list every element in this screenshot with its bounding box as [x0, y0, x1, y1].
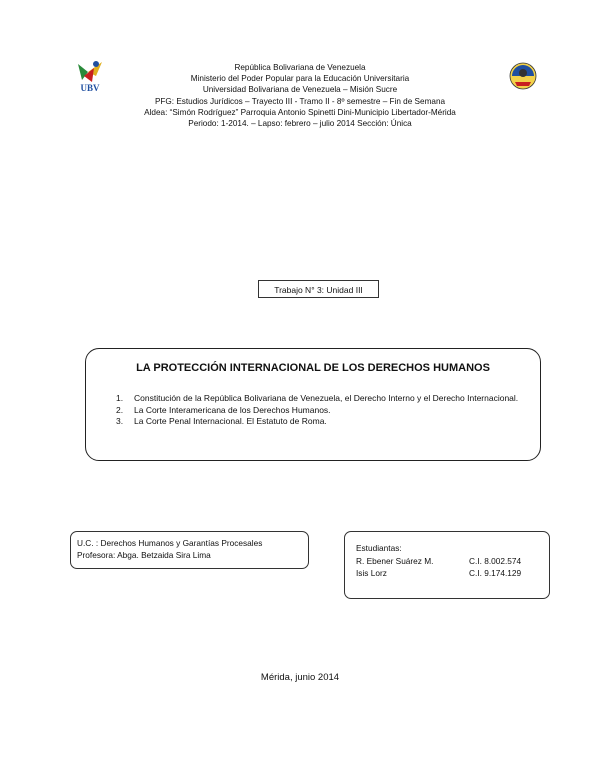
students-label: Estudiantas:	[356, 543, 402, 553]
list-item-text: La Corte Penal Internacional. El Estatuto de Roma.	[134, 416, 327, 426]
list-item-number: 3.	[116, 416, 124, 426]
header-line-period: Periodo: 1-2014. – Lapso: febrero – julio 2014 Sección: Única	[188, 119, 412, 129]
list-item-text: La Corte Interamericana de los Derechos Humanos.	[134, 404, 331, 415]
list-item-text: Constitución de la República Bolivariana de Venezuela, el Derecho Interno y el Derecho Internacional.	[134, 393, 519, 403]
list-item-number: 2.	[116, 404, 124, 415]
student-name: Isis Lorz	[356, 568, 387, 578]
student-id: C.I. 8.002.574	[469, 555, 522, 566]
header-line-university: Universidad Bolivariana de Venezuela – Misión Sucre	[202, 85, 398, 95]
students-box	[344, 531, 550, 599]
student-id: C.I. 9.174.129	[469, 568, 522, 578]
header-line-ministry: Ministerio del Poder Popular para la Educación Universitaria	[190, 74, 410, 84]
mision-sucre-emblem-icon	[509, 62, 537, 90]
ubv-logo-text: UBV	[80, 83, 100, 93]
topic-box	[85, 348, 541, 461]
course-unit: U.C. : Derechos Humanos y Garantías Procesales	[77, 538, 263, 548]
course-professor: Profesora: Abga. Betzaida Sira Lima	[77, 550, 211, 560]
assignment-label: Trabajo N° 3: Unidad III	[258, 280, 379, 298]
header-line-country: República Bolivariana de Venezuela	[234, 63, 366, 72]
student-row	[356, 555, 549, 568]
header-line-program: PFG: Estudios Jurídicos – Trayecto III - Tramo II - 8º semestre – Fin de Semana	[154, 96, 446, 106]
list-item	[116, 416, 526, 428]
list-item	[116, 393, 526, 405]
document-date: Mérida, junio 2014	[260, 672, 340, 683]
institution-header	[100, 62, 500, 129]
list-item	[116, 405, 526, 417]
student-row	[356, 567, 549, 580]
topic-title: LA PROTECCIÓN INTERNACIONAL DE LOS DERECHOS HUMANOS	[136, 362, 490, 374]
header-line-aldea: Aldea: “Simón Rodríguez” Parroquia Antonio Spinetti Dini-Municipio Libertador-Mérida	[144, 107, 456, 117]
topic-list	[116, 393, 526, 428]
mision-sucre-logo	[509, 62, 537, 90]
student-name: R. Ebener Suárez M.	[356, 555, 434, 566]
list-item-number: 1.	[116, 393, 124, 403]
course-info-box	[70, 531, 309, 569]
